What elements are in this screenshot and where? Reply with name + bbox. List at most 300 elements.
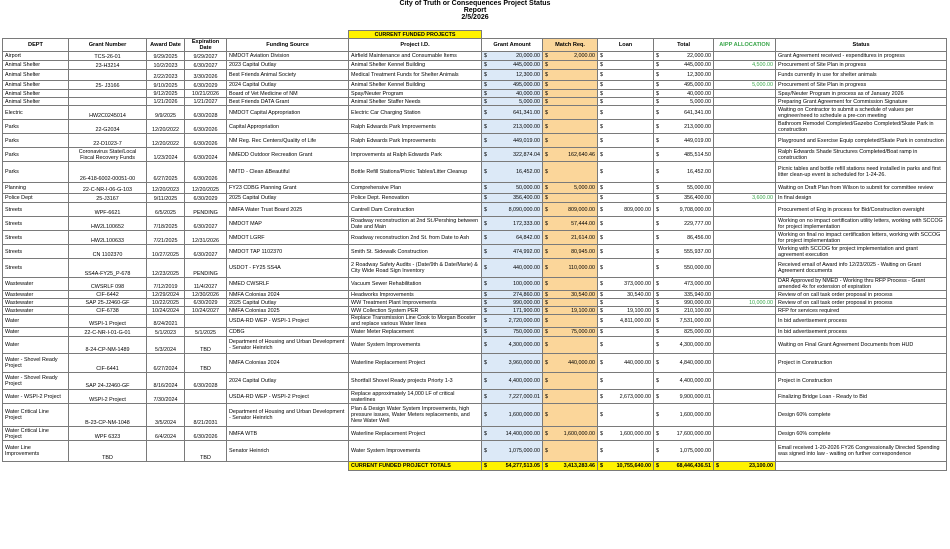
loan-cell <box>598 134 654 148</box>
table-row <box>3 373 947 390</box>
dept-cell <box>3 278 69 291</box>
dept-cell <box>3 98 69 106</box>
dollar-sign: $ <box>484 90 488 97</box>
table-row <box>3 390 947 404</box>
funding-source-cell-value: NMDOT TAP 1102370 <box>229 248 283 255</box>
grant-amount-cell-value: 641,341.00 <box>513 109 541 116</box>
dept-cell <box>3 148 69 162</box>
total-cell-value: 550,000.00 <box>684 265 712 271</box>
funding-source-cell-value: NMFA Colonias 2024 <box>229 360 280 366</box>
expiration-date-cell <box>185 148 227 162</box>
dept-cell <box>3 70 69 81</box>
dollar-sign: $ <box>484 151 488 158</box>
dept-cell-value: Animal Shelter <box>5 98 41 105</box>
project-id-cell <box>349 354 482 373</box>
dept-cell <box>3 390 69 404</box>
total-cell-value: 473,000.00 <box>684 281 712 287</box>
dollar-sign: $ <box>484 299 488 306</box>
current-funded-banner: CURRENT FUNDED PROJECTS <box>349 31 482 39</box>
project-id-cell-value: WW Treatment Plant Improvements <box>351 299 437 306</box>
dollar-sign: $ <box>545 195 549 201</box>
award-date-cell-value: 7/30/2024 <box>153 397 178 403</box>
award-date-cell <box>147 61 185 70</box>
project-id-cell <box>349 217 482 231</box>
loan-cell <box>598 337 654 354</box>
grant-number-cell <box>69 162 147 183</box>
project-id-cell-value: 2 Roadway Safety Audits - (Date/9th & Date/Marie) & City Wide Road Sign Inventory <box>351 262 478 274</box>
total-cell-value: 9,708,000.00 <box>679 206 712 213</box>
loan-cell-value: 4,811,000.00 <box>619 318 652 324</box>
project-id-cell-value: Smith St. Sidewalk Construction <box>351 248 428 255</box>
dollar-sign: $ <box>484 360 488 366</box>
status-cell <box>776 61 947 70</box>
dollar-sign: $ <box>600 234 604 241</box>
dollar-sign: $ <box>716 463 720 469</box>
project-id-cell <box>349 70 482 81</box>
dollar-sign: $ <box>545 123 549 130</box>
status-cell-value: In final design <box>778 195 812 201</box>
dollar-sign: $ <box>484 72 488 78</box>
grant-amount-cell <box>482 217 543 231</box>
expiration-date-cell-value: 9/29/2027 <box>193 54 218 60</box>
match-req-cell-value: 440,000.00 <box>568 360 596 366</box>
grant-number-cell <box>69 106 147 120</box>
col-award-date: Award Date <box>147 39 185 52</box>
dept-cell-value: Water <box>5 329 20 335</box>
grant-number-cell <box>69 134 147 148</box>
col-grant-number: Grant Number <box>69 39 147 52</box>
status-cell <box>776 52 947 61</box>
grant-amount-cell <box>482 390 543 404</box>
aipp-allocation-cell <box>714 203 776 217</box>
total-cell-value: 555,937.00 <box>684 248 712 255</box>
project-id-cell-value: Ralph Edwards Park Improvements <box>351 137 436 144</box>
dept-cell-value: Parks <box>5 123 19 130</box>
match-req-cell <box>543 61 598 70</box>
total-cell-value: 229,777.00 <box>684 220 712 227</box>
dept-cell <box>3 134 69 148</box>
project-id-cell <box>349 307 482 315</box>
funding-source-cell-value: NMDOT Aviation Division <box>229 53 290 59</box>
total-cell-value: 12,300.00 <box>687 72 712 78</box>
dollar-sign: $ <box>656 206 660 213</box>
funding-source-cell <box>227 106 349 120</box>
expiration-date-cell <box>185 134 227 148</box>
loan-cell <box>598 61 654 70</box>
expiration-date-cell-value: PENDING <box>193 271 218 277</box>
dept-cell <box>3 427 69 441</box>
project-id-cell <box>349 259 482 278</box>
total-cell <box>654 404 714 427</box>
loan-cell <box>598 259 654 278</box>
dollar-sign: $ <box>484 53 488 59</box>
col-total: Total <box>654 39 714 52</box>
dollar-sign: $ <box>600 448 604 454</box>
grant-number-cell <box>69 373 147 390</box>
dollar-sign: $ <box>656 342 660 348</box>
total-cell-value: 5,000.00 <box>690 98 712 105</box>
project-id-cell <box>349 120 482 134</box>
dollar-sign: $ <box>656 291 660 298</box>
dollar-sign: $ <box>600 62 604 68</box>
total-cell-value: 485,514.50 <box>684 151 712 158</box>
total-cell <box>654 390 714 404</box>
project-id-cell <box>349 106 482 120</box>
totals-aipp <box>714 462 776 471</box>
status-cell-value: Ralph Edwards Shade Structures Completed/Boat ramp in construction <box>778 148 918 161</box>
dollar-sign: $ <box>656 169 660 175</box>
status-cell-value: RFP for services required <box>778 307 840 314</box>
dollar-sign: $ <box>656 281 660 287</box>
aipp-allocation-cell <box>714 148 776 162</box>
grant-number-cell-value: CWSRLF 098 <box>90 284 125 290</box>
grant-amount-cell-value: 213,000.00 <box>513 123 541 130</box>
funding-source-cell-value: 2024 Capital Outlay <box>229 378 277 384</box>
loan-cell-value: 30,540.00 <box>627 291 652 298</box>
expiration-date-cell-value: TBD <box>200 347 211 353</box>
funding-source-cell-value: Capital Appropriation <box>229 123 280 130</box>
award-date-cell <box>147 98 185 106</box>
grant-amount-cell-value: 274,860.00 <box>513 291 541 298</box>
funding-source-cell-value: Department of Housing and Urban Development - Senator Heinrich <box>229 339 345 351</box>
match-req-cell <box>543 373 598 390</box>
project-id-cell-value: Comprehensive Plan <box>351 185 402 191</box>
dept-cell-value: Water <box>5 342 20 348</box>
total-cell-value: 445,000.00 <box>684 62 712 68</box>
expiration-date-cell-value: TBD <box>200 455 211 461</box>
aipp-allocation-cell <box>714 259 776 278</box>
status-cell-value: Finalizing Bridge Loan - Ready to Bid <box>778 393 868 400</box>
aipp-allocation-cell <box>714 404 776 427</box>
match-req-cell-value: 2,000.00 <box>574 53 596 59</box>
project-id-cell <box>349 231 482 245</box>
loan-cell <box>598 194 654 203</box>
match-req-cell <box>543 106 598 120</box>
dollar-sign: $ <box>484 463 488 469</box>
match-req-cell <box>543 328 598 337</box>
grant-amount-cell-value: 12,300.00 <box>516 72 541 78</box>
dollar-sign: $ <box>656 329 660 335</box>
total-cell <box>654 231 714 245</box>
grant-amount-cell <box>482 299 543 307</box>
table-row <box>3 203 947 217</box>
grant-amount-cell <box>482 70 543 81</box>
award-date-cell <box>147 307 185 315</box>
table-row <box>3 98 947 106</box>
aipp-allocation-cell <box>714 427 776 441</box>
expiration-date-cell <box>185 354 227 373</box>
grant-amount-cell <box>482 134 543 148</box>
grant-number-cell-value: 23-H3214 <box>95 63 120 69</box>
dollar-sign: $ <box>545 62 549 68</box>
dollar-sign: $ <box>600 281 604 287</box>
match-req-cell <box>543 427 598 441</box>
project-id-cell-value: Shortfall Shovel Ready projects Priorty 1-3 <box>351 378 453 384</box>
status-cell-value: Waiting on Final Grant Agreement Documents from HUD <box>778 342 914 348</box>
award-date-cell <box>147 194 185 203</box>
funding-source-cell-value: Best Friends Animal Society <box>229 72 297 78</box>
dollar-sign: $ <box>600 307 604 314</box>
status-cell-value: Review of on call task order proposal in process <box>778 299 893 306</box>
funding-source-cell <box>227 390 349 404</box>
total-cell <box>654 373 714 390</box>
match-req-cell-value: 1,600,000.00 <box>563 430 596 437</box>
grant-number-cell <box>69 337 147 354</box>
expiration-date-cell <box>185 61 227 70</box>
dept-cell <box>3 307 69 315</box>
total-cell <box>654 427 714 441</box>
project-id-cell-value: Animal Shelter Staffer Needs <box>351 98 421 105</box>
grant-number-cell <box>69 315 147 328</box>
loan-cell <box>598 217 654 231</box>
expiration-date-cell <box>185 245 227 259</box>
loan-cell <box>598 373 654 390</box>
total-cell <box>654 61 714 70</box>
grant-amount-cell-value: 474,992.00 <box>513 248 541 255</box>
expiration-date-cell <box>185 90 227 98</box>
project-id-cell <box>349 98 482 106</box>
total-cell-value: 86,456.00 <box>687 234 712 241</box>
funding-source-cell-value: NMDOT LGRF <box>229 234 265 241</box>
dollar-sign: $ <box>600 378 604 384</box>
award-date-cell <box>147 404 185 427</box>
award-date-cell-value: 6/27/2025 <box>153 176 178 182</box>
award-date-cell-value: 9/12/2025 <box>153 91 178 97</box>
project-id-cell <box>349 427 482 441</box>
expiration-date-cell-value: 10/24/2027 <box>192 308 219 314</box>
dollar-sign: $ <box>545 299 549 306</box>
award-date-cell-value: 10/24/2024 <box>152 308 179 314</box>
grant-amount-cell <box>482 441 543 462</box>
award-date-cell-value: 7/21/2025 <box>153 238 178 244</box>
table-row <box>3 278 947 291</box>
award-date-cell-value: 6/27/2024 <box>153 366 178 372</box>
total-cell-value: 4,840,000.00 <box>679 360 712 366</box>
dollar-sign: $ <box>484 98 488 105</box>
expiration-date-cell <box>185 217 227 231</box>
match-req-cell-value: 809,000.00 <box>568 206 596 213</box>
dollar-sign: $ <box>484 195 488 201</box>
col-funding-source: Funding Source <box>227 39 349 52</box>
dept-cell-value: Streets <box>5 234 23 241</box>
match-req-cell <box>543 90 598 98</box>
total-cell <box>654 81 714 90</box>
grant-amount-cell-value: 495,000.00 <box>513 82 541 88</box>
grant-number-cell-value: CN 1102370 <box>92 252 123 258</box>
dollar-sign: $ <box>600 393 604 400</box>
grant-number-cell-value: 22-G2034 <box>95 127 120 133</box>
loan-cell-value: 1,600,000.00 <box>619 430 652 437</box>
loan-cell <box>598 162 654 183</box>
expiration-date-cell <box>185 231 227 245</box>
dollar-sign: $ <box>600 291 604 298</box>
funding-source-cell-value: Best Friends DATA Grant <box>229 98 290 105</box>
award-date-cell <box>147 231 185 245</box>
status-cell <box>776 134 947 148</box>
grant-amount-cell-value: 5,000.00 <box>519 98 541 105</box>
total-cell-value: 335,940.00 <box>684 291 712 298</box>
loan-cell <box>598 81 654 90</box>
status-cell-value: Received email of Award info 12/23/2025 - Waiting on Grant Agreement documents <box>778 262 921 274</box>
expiration-date-cell <box>185 299 227 307</box>
project-id-cell-value: WW Collection System PER <box>351 307 419 314</box>
dollar-sign: $ <box>484 342 488 348</box>
totals-row <box>3 462 947 471</box>
dept-cell-value: Streets <box>5 220 23 227</box>
dollar-sign: $ <box>545 448 549 454</box>
table-row <box>3 307 947 315</box>
dollar-sign: $ <box>484 248 488 255</box>
expiration-date-cell-value: PENDING <box>193 210 218 216</box>
funding-source-cell <box>227 299 349 307</box>
dollar-sign: $ <box>656 248 660 255</box>
funding-source-cell-value: USDA-RD WEP - WSPI-1 Project <box>229 318 309 324</box>
total-cell <box>654 90 714 98</box>
project-id-cell-value: Improvements at Ralph Edwards Park <box>351 151 442 158</box>
dollar-sign: $ <box>656 185 660 191</box>
project-id-cell-value: Animal Shelter Kennel Building <box>351 62 426 68</box>
award-date-cell <box>147 134 185 148</box>
table-row <box>3 245 947 259</box>
award-date-cell <box>147 245 185 259</box>
total-cell-value: 40,000.00 <box>687 90 712 97</box>
project-id-cell-value: Airfield Maintenance and Consumable Items <box>351 53 457 59</box>
funding-source-cell-value: 2023 Capital Outlay <box>229 62 277 68</box>
grant-number-cell <box>69 390 147 404</box>
project-id-cell-value: Spay/Neuter Program <box>351 90 404 97</box>
project-id-cell <box>349 148 482 162</box>
grant-number-cell <box>69 427 147 441</box>
dept-cell <box>3 373 69 390</box>
grant-amount-cell <box>482 52 543 61</box>
status-cell <box>776 90 947 98</box>
loan-cell-value: 2,673,000.00 <box>619 393 652 400</box>
award-date-cell-value: 5/3/2024 <box>155 347 176 353</box>
loan-cell <box>598 70 654 81</box>
col-grant-amount: Grant Amount <box>482 39 543 52</box>
dept-cell-value: Animal Shelter <box>5 62 41 68</box>
status-cell <box>776 404 947 427</box>
dollar-sign: $ <box>600 220 604 227</box>
dept-cell <box>3 217 69 231</box>
dollar-sign: $ <box>600 299 604 306</box>
dept-cell-value: Animal Shelter <box>5 72 41 78</box>
dollar-sign: $ <box>545 53 549 59</box>
totals-total-value: 68,446,436.51 <box>676 463 712 469</box>
loan-cell <box>598 183 654 194</box>
funding-source-cell <box>227 245 349 259</box>
match-req-cell-value: 5,000.00 <box>574 185 596 191</box>
expiration-date-cell <box>185 278 227 291</box>
grant-amount-cell <box>482 203 543 217</box>
total-cell <box>654 315 714 328</box>
dept-cell <box>3 120 69 134</box>
award-date-cell-value: 6/5/2025 <box>155 210 176 216</box>
total-cell-value: 7,531,000.00 <box>679 318 712 324</box>
grant-number-cell <box>69 354 147 373</box>
project-id-cell-value: Water System Improvements <box>351 342 421 348</box>
grant-number-cell-value: 25-J3167 <box>96 196 119 202</box>
dept-cell <box>3 194 69 203</box>
status-cell <box>776 299 947 307</box>
match-req-cell <box>543 231 598 245</box>
dollar-sign: $ <box>484 137 488 144</box>
dollar-sign: $ <box>600 72 604 78</box>
funding-source-cell-value: 2024 Capital Outlay <box>229 82 277 88</box>
status-cell-value: Project in Construction <box>778 360 833 366</box>
status-cell <box>776 194 947 203</box>
grant-number-cell-value: HW2L100652 <box>91 224 124 230</box>
award-date-cell <box>147 203 185 217</box>
dept-cell-value: Parks <box>5 137 19 144</box>
grant-amount-cell <box>482 183 543 194</box>
report-date: 2/5/2026 <box>461 14 489 21</box>
status-cell <box>776 390 947 404</box>
dollar-sign: $ <box>656 360 660 366</box>
totals-grant-amount-value: 54,277,513.05 <box>505 463 541 469</box>
expiration-date-cell-value: 1/21/2027 <box>193 99 218 105</box>
aipp-allocation-cell <box>714 307 776 315</box>
award-date-cell <box>147 70 185 81</box>
award-date-cell-value: 8/24/2021 <box>153 321 178 327</box>
loan-cell <box>598 52 654 61</box>
grant-number-cell <box>69 81 147 90</box>
aipp-allocation-cell-value: 4,500.00 <box>752 62 774 68</box>
total-cell <box>654 328 714 337</box>
dept-cell-value: Wastewater <box>5 291 34 298</box>
dept-cell-value: Animal Shelter <box>5 82 41 88</box>
status-cell <box>776 70 947 81</box>
dept-cell-value: Wastewater <box>5 299 34 306</box>
table-row <box>3 315 947 328</box>
grant-amount-cell-value: 4,400,000.00 <box>508 378 541 384</box>
status-cell-value: Bathroom Remodel Completed/Gazebo Completed/Skate Park in construction <box>778 120 934 133</box>
funding-source-cell-value: Board of Vet Medicine of NM <box>229 90 298 97</box>
project-id-cell-value: Roadway reconstruction 2nd St. from Date to Ash <box>351 234 470 241</box>
dept-cell-value: Parks <box>5 169 19 175</box>
dollar-sign: $ <box>545 90 549 97</box>
expiration-date-cell <box>185 373 227 390</box>
grant-number-cell-value: WPF-6621 <box>94 210 121 216</box>
grant-amount-cell <box>482 337 543 354</box>
grant-number-cell-value: WPF 6323 <box>94 434 121 440</box>
dollar-sign: $ <box>656 412 660 418</box>
dollar-sign: $ <box>484 412 488 418</box>
grant-amount-cell <box>482 259 543 278</box>
dollar-sign: $ <box>600 265 604 271</box>
award-date-cell-value: 6/4/2024 <box>155 434 176 440</box>
dollar-sign: $ <box>656 90 660 97</box>
total-cell-value: 16,452.00 <box>687 169 712 175</box>
loan-cell <box>598 404 654 427</box>
dollar-sign: $ <box>656 265 660 271</box>
dollar-sign: $ <box>600 169 604 175</box>
dollar-sign: $ <box>656 307 660 314</box>
dollar-sign: $ <box>656 82 660 88</box>
total-cell <box>654 337 714 354</box>
expiration-date-cell <box>185 120 227 134</box>
grant-amount-cell-value: 14,400,000.00 <box>505 430 541 437</box>
project-id-cell <box>349 61 482 70</box>
dollar-sign: $ <box>600 185 604 191</box>
dollar-sign: $ <box>545 220 549 227</box>
dollar-sign: $ <box>600 98 604 105</box>
funding-source-cell-value: Department of Housing and Urban Development - Senator Heinrich <box>229 409 345 421</box>
dollar-sign: $ <box>484 185 488 191</box>
grant-number-cell-value: B-23-CP-NM-1048 <box>85 420 130 426</box>
award-date-cell-value: 12/20/2022 <box>152 141 179 147</box>
dollar-sign: $ <box>545 329 549 335</box>
